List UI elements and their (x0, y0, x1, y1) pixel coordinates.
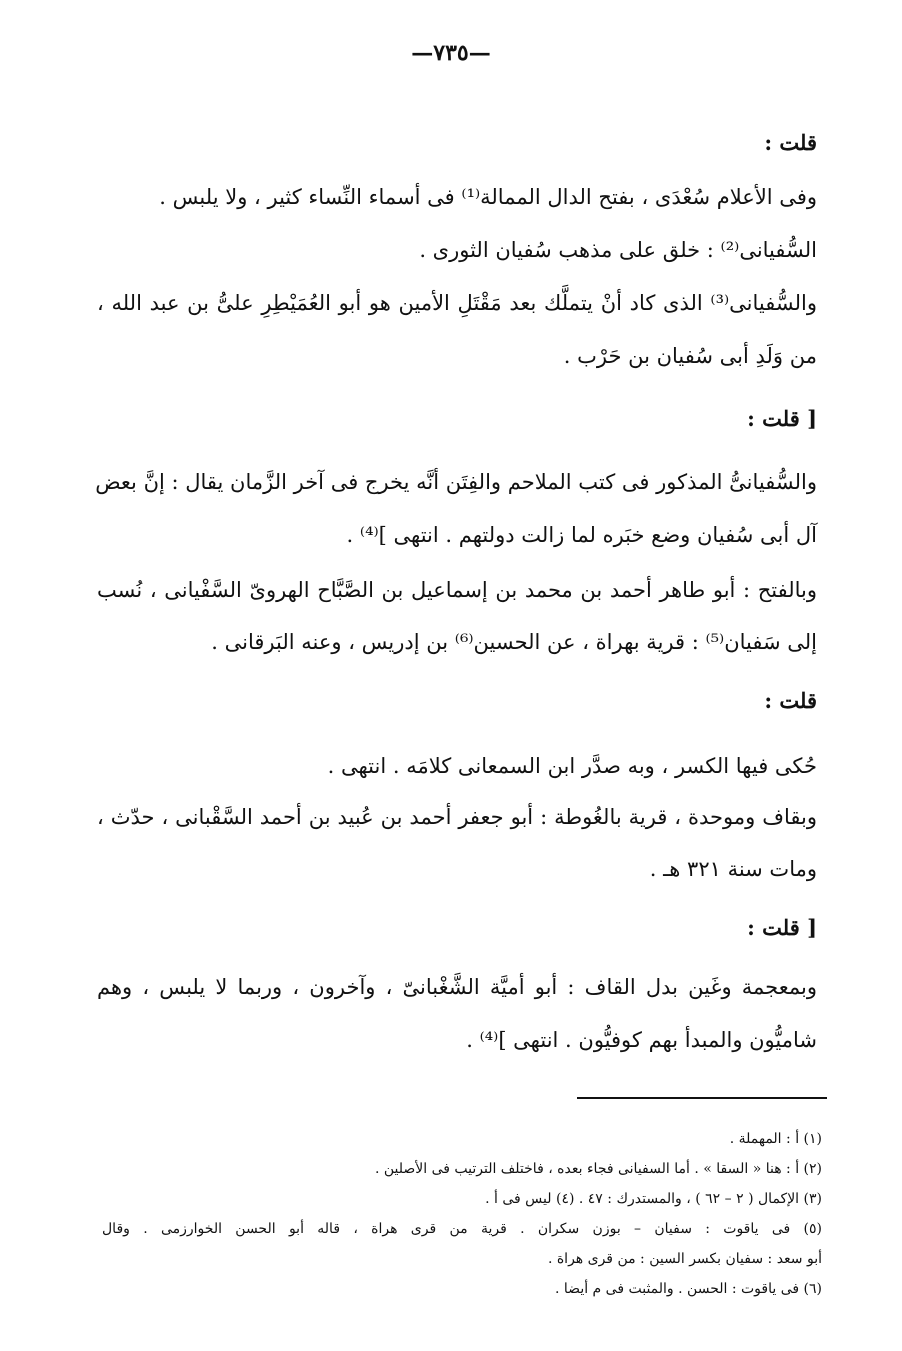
footnote-divider (577, 1097, 827, 1099)
body-line-12: وبمعجمة وغَين بدل القاف : أبو أميَّة الشَّغْبانىّ ، وآخرون ، وربما لا يلبس ، وهم (97, 975, 817, 999)
body-line-6: آل أبى سُفيان وضع خبَره لما زالت دولتهم . انتهى ]⁽⁴⁾ . (346, 523, 817, 547)
footnote-3: (٣) الإكمال ( ٢ – ٦٢ ) ، والمستدرك : ٤٧ . (٤) ليس فى أ . (485, 1191, 822, 1207)
body-line-8: إلى سَفيان⁽⁵⁾ : قرية بهراة ، عن الحسين⁽⁶⁾ بن إدريس ، وعنه البَرقانى . (211, 630, 817, 654)
body-line-2: السُّفيانى⁽²⁾ : خلق على مذهب سُفيان الثورى . (419, 238, 817, 262)
footnote-5: (٥) فى ياقوت : سفيان – بوزن سكران . قرية من قرى هراة ، قاله أبو الحسن الخوارزمى . وقال (102, 1221, 822, 1237)
body-line-7: وبالفتح : أبو طاهر أحمد بن محمد بن إسماعيل بن الصَّبَّاح الهروىّ السَّفْيانى ، نُسب (97, 578, 817, 602)
body-line-10: وبقاف وموحدة ، قرية بالغُوطة : أبو جعفر أحمد بن عُبيد بن أحمد السَّقْبانى ، حدّث ، (97, 805, 817, 829)
body-line-9: حُكى فيها الكسر ، وبه صدَّر ابن السمعانى كلامَه . انتهى . (327, 754, 817, 778)
body-line-3: والسُّفيانى⁽³⁾ الذى كاد أنْ يتملَّك بعد مَقْتَلِ الأمين هو أبو العُمَيْطِرِ علىُّ بن عبد الله ، (97, 291, 817, 315)
page-number: —٧٣٥— (411, 40, 491, 66)
heading-qult-3: قلت : (764, 688, 817, 713)
footnote-1: (١) أ : المهملة . (729, 1131, 822, 1147)
body-line-4: من وَلَدِ أبى سُفيان بن حَرْب . (563, 344, 817, 368)
heading-qult-2: [ قلت : (747, 406, 817, 431)
footnote-2: (٢) أ : هنا « السقا » . أما السفيانى فجاء بعده ، فاختلف الترتيب فى الأصلين . (374, 1161, 822, 1177)
heading-qult-4: [ قلت : (747, 915, 817, 940)
body-line-11: ومات سنة ٣٢١ هـ . (649, 857, 817, 881)
body-line-5: والسُّفيانىُّ المذكور فى كتب الملاحم والفِتَن أنَّه يخرج فى آخر الزَّمان يقال : إنَّ بعض (95, 470, 817, 494)
footnote-6: (٦) فى ياقوت : الحسن . والمثبت فى م أيضا . (555, 1281, 822, 1297)
body-line-1: وفى الأعلام سُعْدَى ، بفتح الدال الممالة⁽¹⁾ فى أسماء النِّساء كثير ، ولا يلبس . (159, 185, 817, 209)
body-line-13: شاميُّون والمبدأ بهم كوفيُّون . انتهى ]⁽⁴⁾ . (466, 1028, 817, 1052)
heading-qult-1: قلت : (764, 130, 817, 155)
footnote-5-cont: أبو سعد : سفيان بكسر السين : من قرى هراة . (547, 1251, 822, 1267)
